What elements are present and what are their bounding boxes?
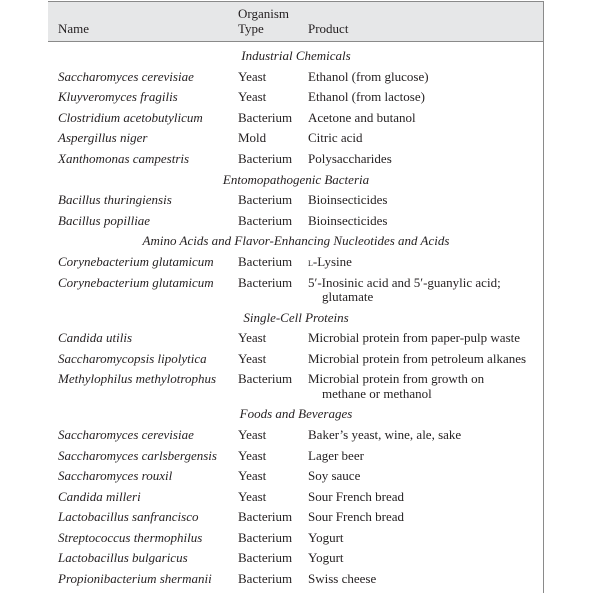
organism-type: Bacterium bbox=[238, 192, 293, 208]
section-heading: Foods and Beverages bbox=[239, 406, 353, 422]
organism-name: Saccharomyces cerevisiae bbox=[58, 68, 194, 84]
table-row bbox=[48, 507, 543, 528]
product: Bioinsecticides bbox=[308, 192, 388, 208]
table-row bbox=[48, 466, 543, 487]
product: Soy sauce bbox=[308, 468, 361, 484]
column-header-type-line2: Type bbox=[238, 21, 264, 36]
table-row bbox=[48, 128, 543, 149]
table-row bbox=[48, 528, 543, 549]
product: Bioinsecticides bbox=[308, 212, 388, 228]
table-row bbox=[48, 349, 543, 370]
table-header bbox=[48, 1, 543, 42]
section-heading: Amino Acids and Flavor-Enhancing Nucleotides and Acids bbox=[142, 233, 450, 249]
organism-name: Bacillus thuringiensis bbox=[58, 192, 172, 208]
table-row bbox=[48, 446, 543, 467]
organism-type: Bacterium bbox=[238, 253, 293, 269]
table-row bbox=[48, 252, 543, 273]
table-row bbox=[48, 328, 543, 349]
product: Ethanol (from glucose) bbox=[308, 68, 429, 84]
table-row bbox=[48, 67, 543, 88]
organism-name: Saccharomyces carlsbergensis bbox=[58, 447, 217, 463]
product: Sour French bread bbox=[308, 488, 405, 504]
organism-name: Kluyveromyces fragilis bbox=[58, 89, 178, 105]
product: Swiss cheese bbox=[308, 571, 377, 587]
organism-name: Saccharomyces cerevisiae bbox=[58, 426, 194, 442]
organism-type: Bacterium bbox=[238, 529, 293, 545]
organism-name: Corynebacterium glutamicum bbox=[58, 253, 214, 269]
organism-type: Yeast bbox=[238, 89, 267, 105]
product-line1: 5′-Inosinic acid and 5′-guanylic acid; bbox=[308, 274, 501, 290]
organism-type: Bacterium bbox=[238, 212, 293, 228]
organism-type: Bacterium bbox=[238, 509, 293, 525]
section-heading: Single-Cell Proteins bbox=[243, 309, 349, 325]
organism-type: Yeast bbox=[238, 330, 267, 346]
table-row bbox=[48, 149, 543, 170]
table-row bbox=[48, 369, 543, 404]
table-row bbox=[48, 273, 543, 308]
organism-type: Bacterium bbox=[238, 274, 293, 290]
table-row bbox=[48, 425, 543, 446]
table-row bbox=[48, 548, 543, 569]
organism-name: Saccharomycopsis lipolytica bbox=[58, 350, 207, 366]
column-header-product: Product bbox=[308, 21, 349, 36]
organism-type: Bacterium bbox=[238, 371, 293, 387]
table-row bbox=[48, 487, 543, 508]
organism-name: Methylophilus methylotrophus bbox=[58, 371, 217, 387]
table-row bbox=[48, 108, 543, 129]
organism-type: Yeast bbox=[238, 488, 267, 504]
organism-name: Streptococcus thermophilus bbox=[58, 529, 203, 545]
organism-name: Xanthomonas campestris bbox=[58, 150, 190, 166]
product: Yogurt bbox=[308, 550, 344, 566]
section-heading: Entomopathogenic Bacteria bbox=[222, 171, 370, 187]
product: Sour French bread bbox=[308, 509, 405, 525]
table-body bbox=[48, 42, 543, 590]
table-row bbox=[48, 569, 543, 590]
organism-type: Bacterium bbox=[238, 109, 293, 125]
organism-name: Saccharomyces rouxil bbox=[58, 468, 173, 484]
product-text: -Lysine bbox=[312, 253, 352, 269]
organism-name: Lactobacillus bulgaricus bbox=[58, 550, 188, 566]
organism-name: Candida utilis bbox=[58, 330, 133, 346]
product: Citric acid bbox=[308, 130, 363, 146]
organism-name: Aspergillus niger bbox=[58, 130, 148, 146]
product: Baker’s yeast, wine, ale, sake bbox=[308, 426, 462, 442]
organism-type: Bacterium bbox=[238, 550, 293, 566]
product-line2: methane or methanol bbox=[322, 385, 432, 401]
product bbox=[308, 252, 352, 274]
organism-name: Propionibacterium shermanii bbox=[58, 571, 212, 587]
organism-type: Bacterium bbox=[238, 571, 293, 587]
product bbox=[308, 273, 501, 305]
product: Lager beer bbox=[308, 447, 364, 463]
product: Microbial protein from paper-pulp waste bbox=[308, 330, 521, 346]
organism-name: Lactobacillus sanfrancisco bbox=[58, 509, 199, 525]
table-row bbox=[48, 87, 543, 108]
column-header-organism-type bbox=[238, 6, 289, 36]
product: Ethanol (from lactose) bbox=[308, 89, 425, 105]
organism-products-table bbox=[48, 1, 544, 593]
organism-type: Bacterium bbox=[238, 150, 293, 166]
organism-name: Candida milleri bbox=[58, 488, 141, 504]
organism-type: Yeast bbox=[238, 426, 267, 442]
organism-name: Bacillus popilliae bbox=[58, 212, 151, 228]
table-row bbox=[48, 211, 543, 232]
organism-type: Mold bbox=[238, 130, 267, 146]
product: Microbial protein from petroleum alkanes bbox=[308, 350, 527, 366]
product: Polysaccharides bbox=[308, 150, 392, 166]
organism-name: Clostridium acetobutylicum bbox=[58, 109, 203, 125]
organism-type: Yeast bbox=[238, 68, 267, 84]
column-header-name: Name bbox=[58, 21, 90, 36]
product bbox=[308, 369, 484, 401]
organism-type: Yeast bbox=[238, 468, 267, 484]
product-prefix: l bbox=[308, 256, 313, 269]
column-header-type-line1: Organism bbox=[238, 6, 290, 21]
product: Yogurt bbox=[308, 529, 344, 545]
product-line2: glutamate bbox=[322, 289, 374, 305]
organism-type: Yeast bbox=[238, 447, 267, 463]
product-line1: Microbial protein from growth on bbox=[308, 371, 485, 387]
section-heading: Industrial Chemicals bbox=[241, 48, 351, 63]
product: Acetone and butanol bbox=[308, 109, 416, 125]
organism-type: Yeast bbox=[238, 350, 267, 366]
organism-name: Corynebacterium glutamicum bbox=[58, 274, 214, 290]
table-row bbox=[48, 190, 543, 211]
